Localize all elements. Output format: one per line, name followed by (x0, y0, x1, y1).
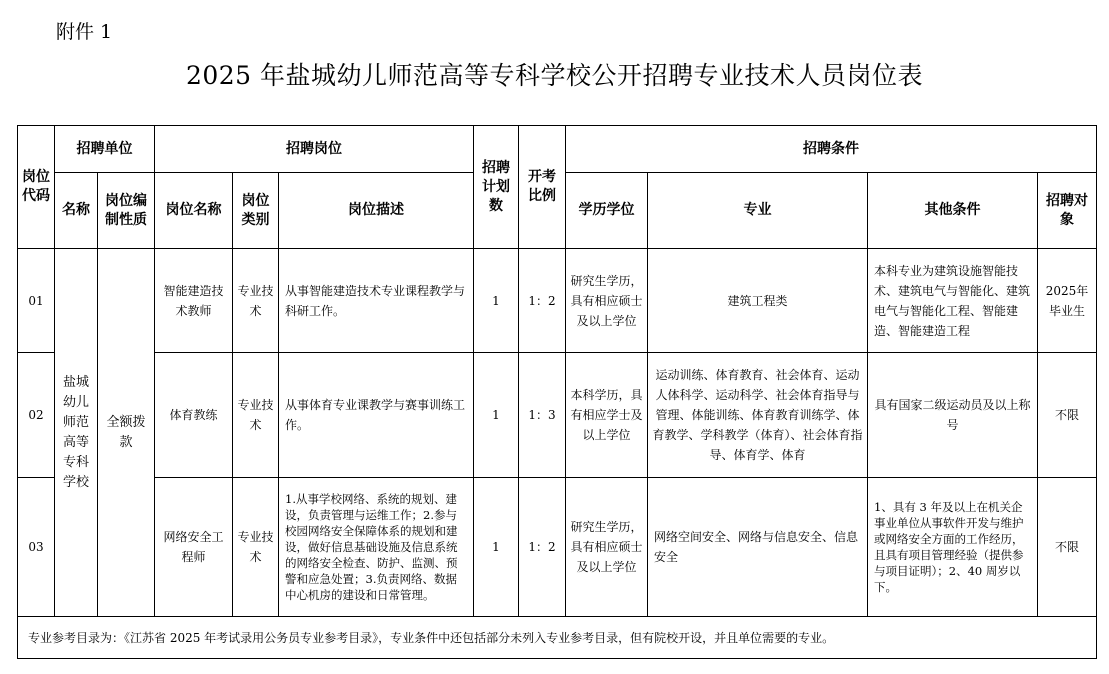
header-row-1 (18, 126, 1097, 173)
post-description: 从事智能建造技术专业课程教学与科研工作。 (279, 249, 474, 353)
post-category: 专业技术 (233, 478, 279, 617)
plan-count: 1 (474, 353, 519, 478)
plan-count: 1 (474, 478, 519, 617)
post-code: 03 (18, 478, 55, 617)
header-ratio: 开考比例 (519, 126, 566, 249)
recruit-target: 不限 (1038, 478, 1097, 617)
education-requirement: 研究生学历，具有相应硕士及以上学位 (566, 249, 648, 353)
header-other-conditions: 其他条件 (868, 173, 1038, 249)
education-requirement: 本科学历，具有相应学士及以上学位 (566, 353, 648, 478)
header-plan-count: 招聘计划数 (474, 126, 519, 249)
recruitment-table (17, 125, 1097, 659)
header-target: 招聘对象 (1038, 173, 1097, 249)
unit-funding-type: 全额拨款 (98, 249, 155, 617)
header-code: 岗位代码 (18, 126, 55, 249)
header-major: 专业 (648, 173, 868, 249)
post-name: 体育教练 (155, 353, 233, 478)
footer-row (18, 617, 1097, 659)
major-requirement: 网络空间安全、网络与信息安全、信息安全 (648, 478, 868, 617)
post-category: 专业技术 (233, 249, 279, 353)
recruit-target: 不限 (1038, 353, 1097, 478)
other-conditions: 本科专业为建筑设施智能技术、建筑电气与智能化、建筑电气与智能化工程、智能建造、智能建造工程 (868, 249, 1038, 353)
education-requirement: 研究生学历，具有相应硕士及以上学位 (566, 478, 648, 617)
unit-name: 盐城幼儿师范高等专科学校 (55, 249, 98, 617)
post-name: 网络安全工程师 (155, 478, 233, 617)
post-description: 从事体育专业课教学与赛事训练工作。 (279, 353, 474, 478)
table-row (18, 249, 1097, 353)
major-requirement: 建筑工程类 (648, 249, 868, 353)
post-code: 02 (18, 353, 55, 478)
exam-ratio: 1：2 (519, 249, 566, 353)
other-conditions: 1、具有 3 年及以上在机关企事业单位从事软件开发与维护或网络安全方面的工作经历，且具有项目管理经验（提供参与项目证明）；2、40 周岁以下。 (868, 478, 1038, 617)
exam-ratio: 1：2 (519, 478, 566, 617)
major-requirement: 运动训练、体育教育、社会体育、运动人体科学、运动科学、社会体育指导与管理、体能训练、体育教育训练学、体育教学、学科教学（体育）、社会体育指导、体育学、体育 (648, 353, 868, 478)
footer-note: 专业参考目录为：《江苏省 2025 年考试录用公务员专业参考目录》，专业条件中还包括部分未列入专业参考目录，但有院校开设，并且单位需要的专业。 (18, 617, 1097, 659)
header-post-group: 招聘岗位 (155, 126, 474, 173)
table-row (18, 478, 1097, 617)
header-post-name: 岗位名称 (155, 173, 233, 249)
page-title: 2025 年盐城幼儿师范高等专科学校公开招聘专业技术人员岗位表 (185, 61, 924, 90)
plan-count: 1 (474, 249, 519, 353)
header-post-category: 岗位类别 (233, 173, 279, 249)
other-conditions: 具有国家二级运动员及以上称号 (868, 353, 1038, 478)
exam-ratio: 1：3 (519, 353, 566, 478)
header-conditions-group: 招聘条件 (566, 126, 1097, 173)
recruit-target: 2025年毕业生 (1038, 249, 1097, 353)
header-unit-name: 名称 (55, 173, 98, 249)
post-description: 1.从事学校网络、系统的规划、建设，负责管理与运维工作；2.参与校园网络安全保障体系的规划和建设，做好信息基础设施及信息系统的网络安全检查、防护、监测、预警和应急处置；3.负责网络、数据中心机房的建设和日常管理。 (279, 478, 474, 617)
post-category: 专业技术 (233, 353, 279, 478)
post-name: 智能建造技术教师 (155, 249, 233, 353)
header-education: 学历学位 (566, 173, 648, 249)
post-code: 01 (18, 249, 55, 353)
table-row (18, 353, 1097, 478)
header-unit-group: 招聘单位 (55, 126, 155, 173)
header-post-description: 岗位描述 (279, 173, 474, 249)
attachment-label: 附件 1 (56, 21, 113, 43)
header-unit-type: 岗位编制性质 (98, 173, 155, 249)
